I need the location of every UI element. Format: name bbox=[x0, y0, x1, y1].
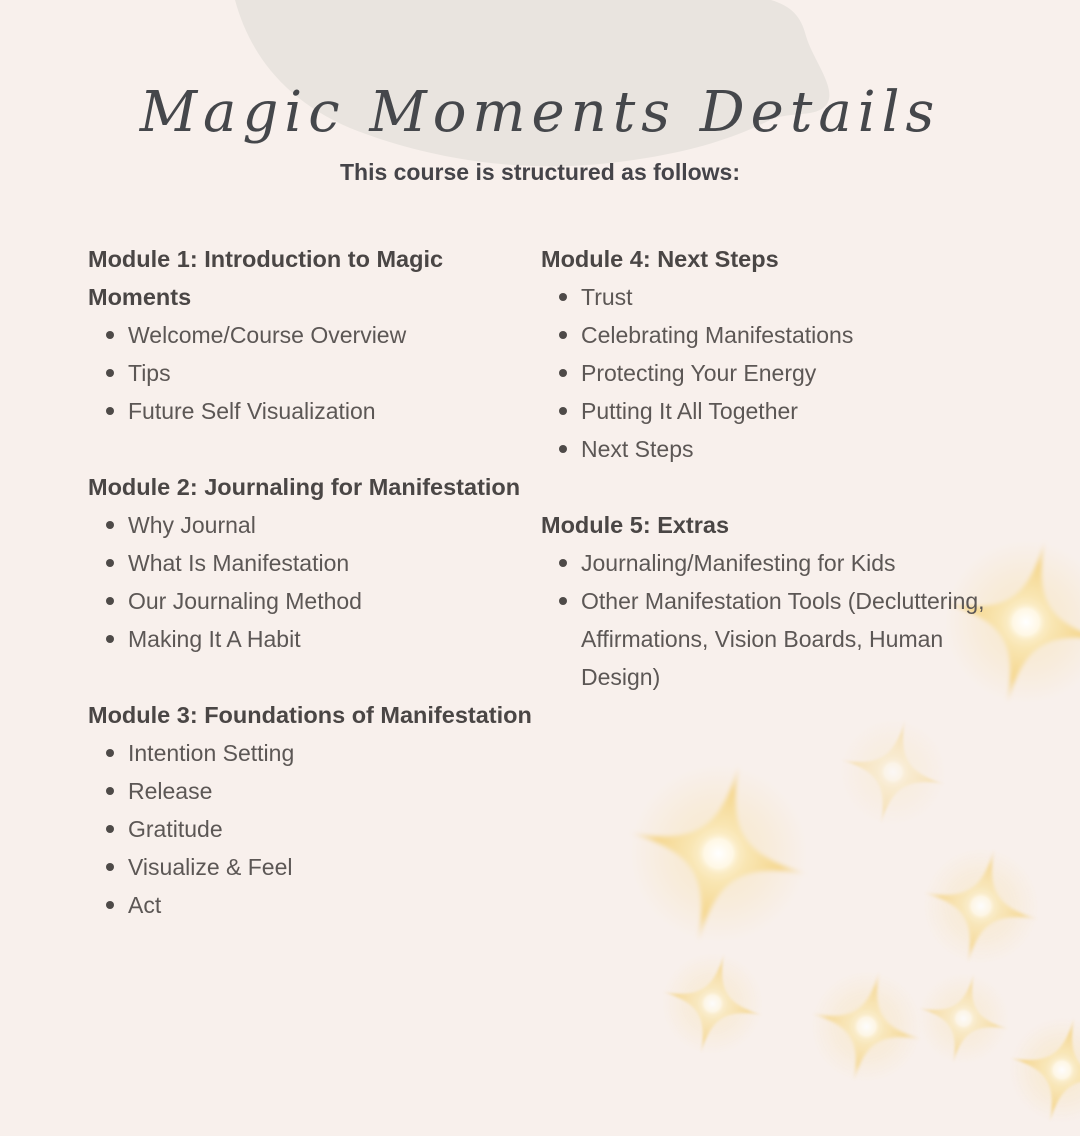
module-item-list bbox=[88, 316, 541, 430]
list-item bbox=[88, 582, 541, 620]
list-item-label: Making It A Habit bbox=[128, 626, 301, 652]
list-item-label: Future Self Visualization bbox=[128, 398, 376, 424]
module-heading: Module 5: Extras bbox=[541, 512, 730, 538]
list-item bbox=[88, 544, 541, 582]
bullet-dot bbox=[559, 293, 567, 301]
bullet-dot bbox=[106, 597, 114, 605]
list-item bbox=[541, 354, 991, 392]
list-item-label: Welcome/Course Overview bbox=[128, 322, 407, 348]
bullet-dot bbox=[106, 863, 114, 871]
module-item-list bbox=[541, 544, 991, 696]
list-item bbox=[88, 506, 541, 544]
list-item bbox=[88, 848, 541, 886]
list-item-label: Visualize & Feel bbox=[128, 854, 293, 880]
bullet-dot bbox=[559, 559, 567, 567]
list-item-label: Trust bbox=[581, 284, 633, 310]
sparkle-star-icon bbox=[907, 962, 1021, 1076]
module-heading: Module 2: Journaling for Manifestation bbox=[88, 474, 521, 500]
bullet-dot bbox=[106, 559, 114, 567]
sparkle-star-icon bbox=[650, 941, 776, 1067]
bullet-dot bbox=[106, 521, 114, 529]
list-item-label: Why Journal bbox=[128, 512, 256, 538]
bullet-dot bbox=[106, 635, 114, 643]
bullet-dot bbox=[106, 749, 114, 757]
list-item-label: Tips bbox=[128, 360, 171, 386]
module-item-list bbox=[88, 506, 541, 658]
bullet-dot bbox=[559, 407, 567, 415]
bullet-dot bbox=[106, 407, 114, 415]
list-item bbox=[88, 734, 541, 772]
bullet-dot bbox=[106, 787, 114, 795]
list-item bbox=[541, 316, 991, 354]
list-item bbox=[541, 582, 991, 696]
list-item bbox=[88, 392, 541, 430]
list-item bbox=[541, 392, 991, 430]
list-item-label: Release bbox=[128, 778, 213, 804]
module-3 bbox=[88, 696, 541, 924]
list-item bbox=[88, 886, 541, 924]
bullet-dot bbox=[106, 825, 114, 833]
bullet-dot bbox=[559, 445, 567, 453]
list-item-label: Celebrating Manifestations bbox=[581, 322, 854, 348]
bullet-dot bbox=[559, 331, 567, 339]
bullet-dot bbox=[559, 369, 567, 377]
list-item bbox=[88, 354, 541, 392]
module-5 bbox=[541, 506, 991, 696]
bullet-dot bbox=[559, 597, 567, 605]
list-item bbox=[88, 620, 541, 658]
module-heading: Module 4: Next Steps bbox=[541, 246, 779, 272]
module-item-list bbox=[88, 734, 541, 924]
module-heading: Module 3: Foundations of Manifestation bbox=[88, 702, 532, 728]
list-item bbox=[541, 278, 991, 316]
page-subtitle: This course is structured as follows: bbox=[339, 159, 741, 185]
module-2 bbox=[88, 468, 541, 658]
list-item-label: Journaling/Manifesting for Kids bbox=[581, 550, 896, 576]
module-item-list bbox=[541, 278, 991, 468]
list-item-label: Our Journaling Method bbox=[128, 588, 362, 614]
module-1 bbox=[88, 240, 541, 430]
bullet-dot bbox=[106, 369, 114, 377]
bullet-dot bbox=[106, 331, 114, 339]
list-item-label: Other Manifestation Tools (Decluttering, Affirmations, Vision Boards, Human Design) bbox=[581, 588, 985, 690]
list-item bbox=[88, 772, 541, 810]
list-item bbox=[88, 810, 541, 848]
outline-column-right bbox=[541, 240, 991, 924]
list-item bbox=[541, 544, 991, 582]
page-title: Magic Moments Details bbox=[139, 79, 941, 145]
module-heading: Module 1: Introduction to Magic Moments bbox=[88, 246, 444, 310]
bullet-dot bbox=[106, 901, 114, 909]
list-item-label: Act bbox=[128, 892, 162, 918]
list-item-label: Gratitude bbox=[128, 816, 223, 842]
list-item-label: Protecting Your Energy bbox=[581, 360, 817, 386]
outline-column-left bbox=[88, 240, 541, 924]
list-item-label: Intention Setting bbox=[128, 740, 295, 766]
course-outline-columns bbox=[88, 240, 991, 924]
list-item-label: Next Steps bbox=[581, 436, 694, 462]
module-4 bbox=[541, 240, 991, 468]
list-item-label: What Is Manifestation bbox=[128, 550, 350, 576]
list-item-label: Putting It All Together bbox=[581, 398, 798, 424]
list-item bbox=[88, 316, 541, 354]
list-item bbox=[541, 430, 991, 468]
